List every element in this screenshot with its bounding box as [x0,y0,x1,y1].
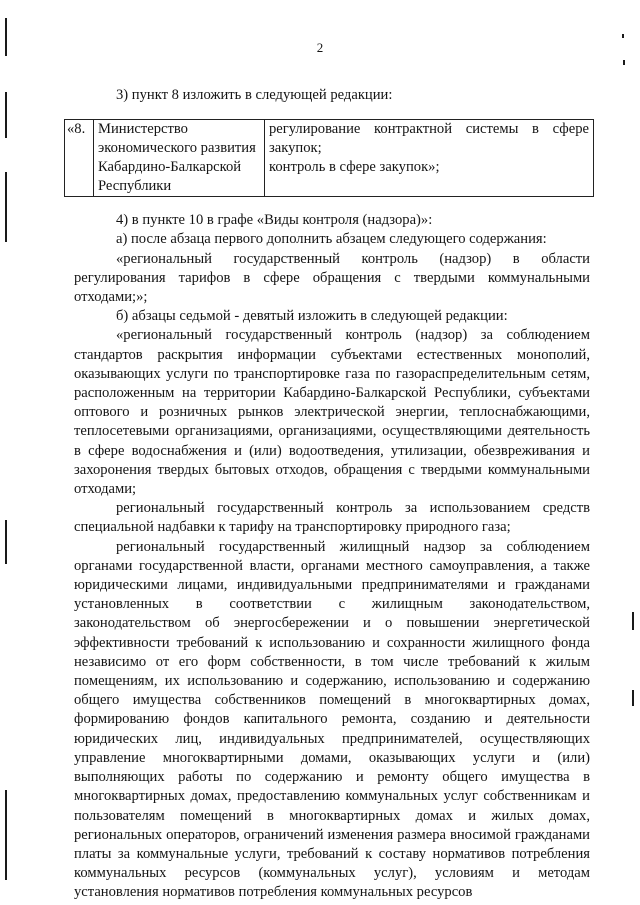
control-area-line: контроль в сфере закупок»; [269,159,440,176]
scan-edge-mark-right [622,34,624,38]
amendment-table [64,119,594,197]
scan-edge-mark-left [5,520,7,564]
table-cell-ministry: Министерство экономического развития Кабардино-Балкарской Республики [94,120,265,197]
scan-edge-mark-right [623,60,625,65]
paragraph: б) абзацы седьмой - девятый изложить в следующей редакции: [116,308,508,325]
paragraph: региональный государственный жилищный надзор за соблюдением органами государственной власти, органами местного самоуправления, а также юридическими лицами, индивидуальными предпринимателями и гражданами установленных в соответствии с жилищным законодательством, законодательством об энергосбережении и о повышении энергетической эффективности требований к использованию и сохранности жилищного фонда независимо от его форм собственности, в том числе требований к жилым помещениям, их использованию и содержанию, использованию и содержанию общего имущества собственников помещений в многоквартирных домах, формированию фондов капитального ремонта, созданию и деятельности юридических лиц, индивидуальных предпринимателей, осуществляющих управление многоквартирными домами, оказывающих услуги и (или) выполняющих работы по содержанию и ремонту общего имущества в многоквартирных домах, предоставлению коммунальных услуг собственникам и пользователям помещений в многоквартирных домах и жилых домах, региональных операторов, ограничений изменения размера вносимой гражданами платы за коммунальные услуги, требований к составу нормативов потребления коммунальных ресурсов (коммунальных услуг), условиям и методам установления нормативов потребления коммунальных ресурсов [74,538,590,901]
amendment-intro: 3) пункт 8 изложить в следующей редакции: [116,87,393,103]
scan-edge-mark-right [632,612,634,630]
page-number: 2 [316,40,324,55]
paragraph: «региональный государственный контроль (надзор) в области регулирования тарифов в сфере обращения с твердыми коммунальными отходами;»; [74,250,590,306]
scan-edge-mark-left [5,92,7,138]
document-body [67,86,590,903]
table-row [65,120,594,197]
scan-edge-mark-right [632,690,634,706]
paragraph: 4) в пункте 10 в графе «Виды контроля (надзора)»: [116,212,433,229]
scan-edge-mark-left [5,172,7,242]
control-area-line: регулирование контрактной системы в сфере закупок; [269,121,589,157]
table-cell-control-area [265,120,594,197]
paragraph: региональный государственный контроль за использованием средств специальной надбавки к тарифу на транспортировку природного газа; [74,500,590,536]
paragraph: а) после абзаца первого дополнить абзацем следующего содержания: [116,231,547,248]
table-cell-number: «8. [65,120,94,197]
paragraph: «региональный государственный контроль (надзор) за соблюдением стандартов раскрытия информации субъектами естественных монополий, оказывающих услуги по транспортировке газа по газораспределительным сетям, расположенным на территории Кабардино-Балкарской Республики, субъектами оптового и розничных рынков электрической энергии, теплоснабжающими, теплосетевыми организациями, организациями, осуществляющими деятельность в сфере водоснабжения и (или) водоотведения, утилизации, обезвреживания и захоронения твердых бытовых отходов, обращения с твердыми коммунальными отходами; [74,327,590,498]
scan-edge-mark-left [5,790,7,880]
